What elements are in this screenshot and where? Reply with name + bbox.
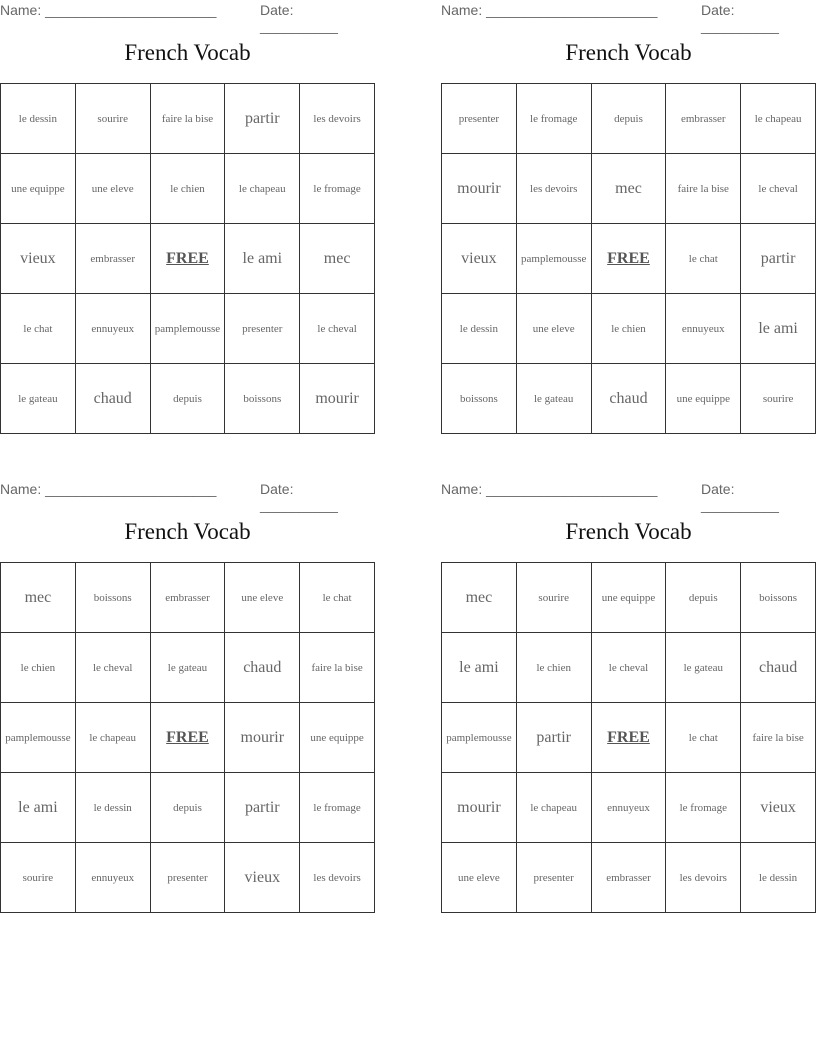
date-line: Date: __________ xyxy=(701,481,779,513)
vocab-cell: le dessin xyxy=(442,294,517,364)
vocab-cell: ennuyeux xyxy=(666,294,741,364)
vocab-cell: le cheval xyxy=(300,294,375,364)
name-line: Name: ______________________ xyxy=(0,481,217,497)
vocab-cell: une equippe xyxy=(591,563,666,633)
bingo-grid xyxy=(0,83,375,434)
name-line: Name: ______________________ xyxy=(441,2,658,18)
vocab-cell: mourir xyxy=(300,364,375,434)
vocab-cell: presenter xyxy=(516,843,591,913)
grid-row xyxy=(1,294,375,364)
vocab-cell: presenter xyxy=(442,84,517,154)
card-title: French Vocab xyxy=(565,519,692,544)
vocab-cell: embrasser xyxy=(591,843,666,913)
grid-row xyxy=(442,633,816,703)
vocab-cell: le cheval xyxy=(75,633,150,703)
vocab-cell: faire la bise xyxy=(666,154,741,224)
vocab-cell: le chat xyxy=(1,294,76,364)
vocab-cell: boissons xyxy=(75,563,150,633)
vocab-cell: le ami xyxy=(741,294,816,364)
name-date-row xyxy=(441,0,816,34)
grid-row xyxy=(442,294,816,364)
bingo-grid xyxy=(441,83,816,434)
vocab-cell: le chien xyxy=(150,154,225,224)
vocab-cell: le dessin xyxy=(75,773,150,843)
vocab-cell: le fromage xyxy=(666,773,741,843)
card-title: French Vocab xyxy=(565,40,692,65)
vocab-cell: vieux xyxy=(225,843,300,913)
bingo-card-2 xyxy=(441,0,816,407)
vocab-cell: chaud xyxy=(591,364,666,434)
vocab-cell: les devoirs xyxy=(666,843,741,913)
vocab-cell: une eleve xyxy=(225,563,300,633)
vocab-cell: pamplemousse xyxy=(516,224,591,294)
vocab-cell: les devoirs xyxy=(300,84,375,154)
vocab-cell: pamplemousse xyxy=(1,703,76,773)
vocab-cell: le dessin xyxy=(1,84,76,154)
name-date-row xyxy=(441,479,816,513)
vocab-cell: partir xyxy=(225,773,300,843)
bingo-grid xyxy=(441,562,816,913)
vocab-cell: sourire xyxy=(516,563,591,633)
vocab-cell: le fromage xyxy=(516,84,591,154)
vocab-cell: boissons xyxy=(442,364,517,434)
vocab-cell: le ami xyxy=(1,773,76,843)
vocab-cell: faire la bise xyxy=(300,633,375,703)
vocab-cell: le ami xyxy=(442,633,517,703)
free-space-cell: FREE xyxy=(591,703,666,773)
vocab-cell: sourire xyxy=(75,84,150,154)
bingo-card-3 xyxy=(0,479,375,886)
vocab-cell: partir xyxy=(516,703,591,773)
free-space-cell: FREE xyxy=(591,224,666,294)
vocab-cell: le fromage xyxy=(300,773,375,843)
vocab-cell: les devoirs xyxy=(516,154,591,224)
grid-row xyxy=(442,154,816,224)
free-space-cell: FREE xyxy=(150,224,225,294)
grid-row xyxy=(442,563,816,633)
grid-row xyxy=(1,154,375,224)
vocab-cell: depuis xyxy=(150,773,225,843)
vocab-cell: le chapeau xyxy=(225,154,300,224)
vocab-cell: le chapeau xyxy=(75,703,150,773)
vocab-cell: le chat xyxy=(666,224,741,294)
vocab-cell: le ami xyxy=(225,224,300,294)
grid-row xyxy=(1,84,375,154)
card-title: French Vocab xyxy=(124,519,251,544)
vocab-cell: le chat xyxy=(300,563,375,633)
vocab-cell: le chapeau xyxy=(741,84,816,154)
grid-row xyxy=(442,364,816,434)
grid-row xyxy=(1,563,375,633)
vocab-cell: le gateau xyxy=(516,364,591,434)
name-line: Name: ______________________ xyxy=(441,481,658,497)
grid-row xyxy=(442,224,816,294)
vocab-cell: partir xyxy=(741,224,816,294)
vocab-cell: presenter xyxy=(225,294,300,364)
vocab-cell: embrasser xyxy=(75,224,150,294)
vocab-cell: le chien xyxy=(1,633,76,703)
vocab-cell: les devoirs xyxy=(300,843,375,913)
vocab-cell: depuis xyxy=(666,563,741,633)
vocab-cell: depuis xyxy=(591,84,666,154)
date-line: Date: __________ xyxy=(260,481,338,513)
vocab-cell: boissons xyxy=(741,563,816,633)
name-date-row xyxy=(0,0,375,34)
vocab-cell: le fromage xyxy=(300,154,375,224)
vocab-cell: ennuyeux xyxy=(591,773,666,843)
date-line: Date: __________ xyxy=(260,2,338,34)
vocab-cell: mec xyxy=(300,224,375,294)
vocab-cell: mec xyxy=(591,154,666,224)
date-line: Date: __________ xyxy=(701,2,779,34)
vocab-cell: le cheval xyxy=(591,633,666,703)
vocab-cell: le gateau xyxy=(666,633,741,703)
vocab-cell: le chapeau xyxy=(516,773,591,843)
vocab-cell: boissons xyxy=(225,364,300,434)
vocab-cell: depuis xyxy=(150,364,225,434)
vocab-cell: une equippe xyxy=(1,154,76,224)
bingo-card-4 xyxy=(441,479,816,884)
vocab-cell: vieux xyxy=(741,773,816,843)
vocab-cell: une equippe xyxy=(300,703,375,773)
vocab-cell: pamplemousse xyxy=(442,703,517,773)
vocab-cell: chaud xyxy=(75,364,150,434)
grid-row xyxy=(442,84,816,154)
vocab-cell: partir xyxy=(225,84,300,154)
grid-row xyxy=(442,773,816,843)
grid-row xyxy=(1,703,375,773)
vocab-cell: une eleve xyxy=(75,154,150,224)
vocab-cell: chaud xyxy=(741,633,816,703)
grid-row xyxy=(1,843,375,913)
bingo-card-1 xyxy=(0,0,375,407)
grid-row xyxy=(1,364,375,434)
vocab-cell: pamplemousse xyxy=(150,294,225,364)
vocab-cell: le gateau xyxy=(1,364,76,434)
vocab-cell: vieux xyxy=(1,224,76,294)
vocab-cell: faire la bise xyxy=(150,84,225,154)
vocab-cell: ennuyeux xyxy=(75,843,150,913)
card-title: French Vocab xyxy=(124,40,251,65)
vocab-cell: ennuyeux xyxy=(75,294,150,364)
vocab-cell: le dessin xyxy=(741,843,816,913)
vocab-cell: le chien xyxy=(591,294,666,364)
vocab-cell: le chat xyxy=(666,703,741,773)
grid-row xyxy=(442,843,816,913)
vocab-cell: mec xyxy=(442,563,517,633)
vocab-cell: mourir xyxy=(225,703,300,773)
grid-row xyxy=(1,633,375,703)
vocab-cell: mec xyxy=(1,563,76,633)
name-date-row xyxy=(0,479,375,513)
grid-row xyxy=(1,773,375,843)
vocab-cell: mourir xyxy=(442,154,517,224)
grid-row xyxy=(1,224,375,294)
vocab-cell: faire la bise xyxy=(741,703,816,773)
vocab-cell: le cheval xyxy=(741,154,816,224)
vocab-cell: sourire xyxy=(1,843,76,913)
vocab-cell: une eleve xyxy=(516,294,591,364)
grid-row xyxy=(442,703,816,773)
vocab-cell: presenter xyxy=(150,843,225,913)
vocab-cell: chaud xyxy=(225,633,300,703)
vocab-cell: le gateau xyxy=(150,633,225,703)
vocab-cell: embrasser xyxy=(666,84,741,154)
vocab-cell: vieux xyxy=(442,224,517,294)
free-space-cell: FREE xyxy=(150,703,225,773)
vocab-cell: embrasser xyxy=(150,563,225,633)
vocab-cell: une equippe xyxy=(666,364,741,434)
vocab-cell: sourire xyxy=(741,364,816,434)
name-line: Name: ______________________ xyxy=(0,2,217,18)
bingo-grid xyxy=(0,562,375,913)
vocab-cell: une eleve xyxy=(442,843,517,913)
vocab-cell: mourir xyxy=(442,773,517,843)
vocab-cell: le chien xyxy=(516,633,591,703)
